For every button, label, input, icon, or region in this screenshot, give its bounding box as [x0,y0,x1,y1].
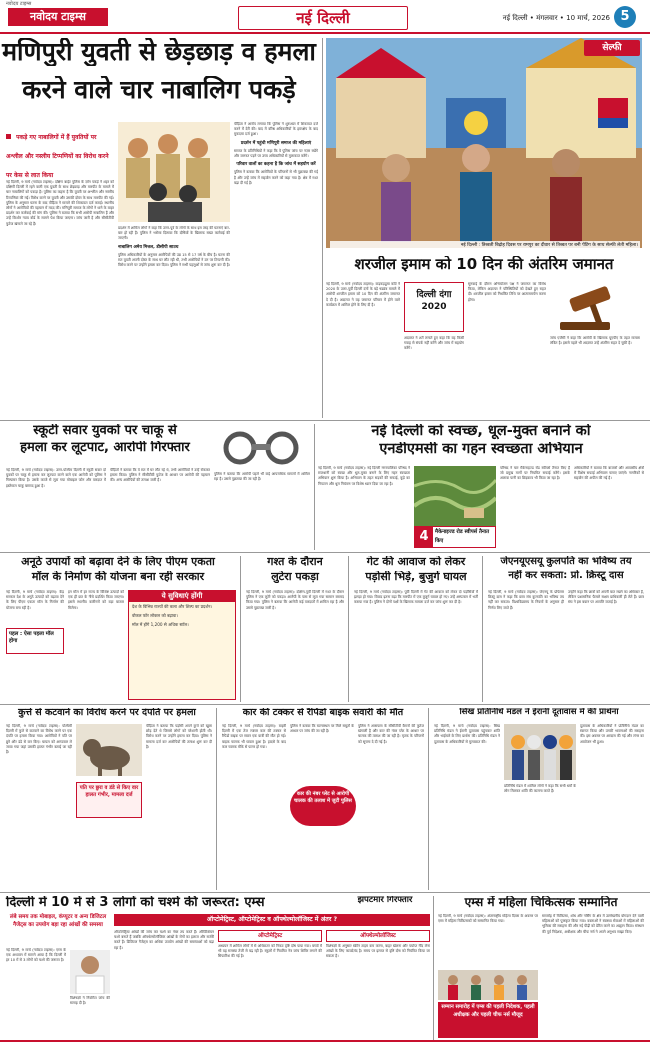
mall-col-1: नई दिल्ली, 9 मार्च (नवोदय टाइम्स): केंद्र सरकार देश के अनूठे उत्पादों को बढ़ावा देने के लिए पीएम एकता मॉल के निर्माण की योजना बना रही है। [6,590,64,610]
lead-headline-1: मणिपुरी युवती से छेड़छाड़ व हमला [2,38,316,66]
jnu-headline-1: जेएनयूएसयू कुलपति का भविष्य तय [500,556,632,567]
dog-callout-text: पति पर छुरा व डंडे से किए वार हालत गंभीर, मामला दर्ज [79,785,139,798]
eyes-badge-2 [326,930,430,942]
eyes-badge-2-text: ऑफ्थेल्मोलॉजिस्ट [360,933,396,939]
car-callout-text: कार की नंबर प्लेट से आरोपी चालक की तलाश में जुटी पुलिस [294,791,352,804]
rule-row-3 [0,704,650,705]
ndmc-garden-photo [414,466,496,526]
mall-facility-2: वोकल फॉर लोकल को बढ़ावा। [132,613,178,619]
ndmc-badge-text: मैकेनाइज्ड रोड स्वीपर्स तैनात किए [435,529,490,544]
lead-subhead: प्रदर्शन में पहुंची मणिपुरी समाज की महिलाएं [240,140,312,146]
rule-car-right [428,708,429,890]
lead-col-1: नई दिल्ली, 9 मार्च (नवोदय टाइम्स): दक्षिण बाईट पुलिस के ज़ोन पकड़े ने शहर को दक्षिणी दिल्ली में रहने वाली एक युवती के साथ छेड़छाड़ और मारपीट के मामले में चार नाबालिगों को पकड़ा है। पुलिस का कहना है कि युवती पर अश्लील और नस्लीय टिप्पणियां की गईं। विरोध करने पर युवती और उसकी दोस्त के साथ मारपीट की गई। पुलिस के अनुसार घटना के बाद पीड़िता ने मामले की शिकायत दर्ज कराई। स्थानीय लोगों ने आरोपियों की पहचान में मदद की। मणिपुरी समाज के लोगों ने थाने के बाहर प्रदर्शन कर कार्रवाई की मांग की। पुलिस ने बताया कि सभी आरोपी नाबालिग हैं और उन्हें किशोर न्याय बोर्ड के सामने पेश किया जाएगा। जांच जारी है और सीसीटीवी फुटेज खंगाले जा रहे हैं। [6,180,114,226]
car-col-2: पुलिस ने बताया कि घटनास्थल पर मिले सबूतों के आधार पर जांच की जा रही है। [290,724,354,734]
gate-col: नई दिल्ली, 9 मार्च (नवोदय टाइम्स): पूर्वी दिल्ली में गेट की आवाज को लेकर दो पड़ोसियों में झगड़ा हो गया। विवाद इतना बढ़ा कि मारपीट में एक बुजुर्ग घायल हो गए। उन्हें अस्पताल में भर्ती कराया गया है। पुलिस ने दोनों पक्षों के खिलाफ मामला दर्ज कर जांच शुरू कर दी है। [354,590,478,605]
aiims-photo [438,970,538,1000]
aiims-col-1: नई दिल्ली, 9 मार्च (नवोदय टाइम्स): अंतरराष्ट्रीय महिला दिवस के अवसर पर एम्स में महिला चिकित्सकों को सम्मानित किया गया। [438,914,538,924]
scooty-headline-2: हमला कर लूटपाट, आरोपी गिरफ्तार [20,441,190,455]
handcuffs-image [212,424,310,468]
rule-dog-right [216,708,217,890]
scooty-headline-1: स्कूटी सवार युवकों पर चाकू से [33,424,177,438]
page-city [238,6,408,30]
ndmc-headline-2: एनडीएमसी का गहन स्वच्छता अभियान [379,442,583,457]
rule-row-4 [0,892,650,893]
jnu-headline-2: नहीं कर सकता: प्रो. क्रिस्टू दास [508,570,624,581]
aiims-callout [438,1002,538,1038]
selfie-photo [326,38,642,248]
masthead-left [0,0,160,32]
doctor-portrait [70,950,110,994]
mall-side-box [6,628,64,654]
sharjeel-col-1: नई दिल्ली, 9 मार्च (नवोदय टाइम्स): कड़कड़डूमा कोर्ट ने 2020 के उत्तर-पूर्वी दिल्ली दंगों के बड़े षड्यंत्र मामले में आरोपी शरजील इमाम को 10 दिन की अंतरिम जमानत दे दी है। अदालत ने यह जमानत परिवार में होने वाले कार्यक्रम में शामिल होने के लिए दी है। [326,282,400,307]
dog-headline: कुत्ते से कटवाने का विरोध करने पर दंपति पर हमला [18,708,196,718]
ndmc-badge-number: 4 [415,527,433,547]
page-number: 5 [614,6,636,28]
sharjeel-headline: शरजील इमाम को 10 दिन की अंतरिम जमानत [354,256,614,273]
dog-callout [76,782,142,818]
eyes-side-box-text: लंबे समय तक मोबाइल, कंप्यूटर व अन्य डिजिटल गैजेट्स का उपयोग बड़ा रहा आंखों की समस्या [9,914,107,928]
ndmc-headline-1: नई दिल्ली को स्वच्छ, धूल-मुक्त बनाने को [371,424,591,439]
eyes-headline: दिल्ली में 10 में से 3 लोगों को चश्मे की जरूरत: एम्स [6,896,265,910]
rule-gate-right [482,556,483,702]
mall-headline-2: मॉल के निर्माण की योजना बना रही सरकार [31,571,205,583]
lead-bullet-text: पकड़े गए नाबालिगों में हैं युवतियों पर अश्लील और नस्लीय टिप्पणियों का विरोध करने पर केस से लात किया [6,134,109,179]
eyes-col-4: अध्ययन में शामिल लोगों में से अधिकतर को निकट दृष्टि दोष पाया गया। बच्चों में भी यह समस्या तेजी से बढ़ रही है। स्कूलों में नियमित नेत्र जांच शिविर लगाने की सिफारिश की गई है। [218,944,322,959]
mall-facilities [128,590,236,700]
aiims-women-headline: एम्स में महिला चिकित्सक सम्मानित [464,896,618,909]
sikh-col-3: दूतावास के अधिकारियों ने प्रतिनिधि मंडल का स्वागत किया और उनकी भावनाओं की सराहना की। इस अवसर पर अरदास की गई और लंगर का आयोजन भी हुआ। [580,724,644,744]
brand-logo: नवोदय टाइम्स [8,8,108,26]
sikh-headline: सिख प्रतिनिधि मंडल ने ईरानी दूतावास में की प्रार्थना [459,708,619,717]
mall-facility-3: मॉल में होंगे 1,200 से अधिक स्टॉल। [132,622,189,628]
police-illustration [118,122,230,222]
rule-eyes-right [433,896,434,1040]
car-callout [290,786,356,826]
car-col-3: पुलिस ने आसपास के सीसीटीवी कैमरों की फुटेज खंगाली है और कार की नंबर प्लेट के आधार पर चालक की तलाश की जा रही है। मृतक के परिजनों को सूचना दे दी गई है। [358,724,424,744]
gashta-headline-2: लुटेरा पकड़ा [271,571,319,583]
eyes-badge-1 [218,930,322,942]
gate-headline-1: गेट की आवाज को लेकर [366,556,466,568]
gavel-image [550,282,640,332]
sharjeel-col-2: अदालत ने शर्तें लगाते हुए कहा कि वह किसी गवाह से संपर्क नहीं करेंगे और जांच में सहयोग करेंगे। [404,336,464,351]
mall-side-box-text: पहल : ऐसा पहला मॉल होगा [9,631,54,644]
eyes-question-text: ऑप्टोमेट्रिस्ट, ऑप्टोमेट्रिस्ट व ऑफ्थेल्मोलॉजिस्ट में अंतर ? [206,916,338,923]
ndmc-col-2: परिषद ने चार मैकेनाइज्ड रोड स्वीपर्स तैनात किए हैं जो प्रमुख मार्गों पर नियमित सफाई करेंगे। इसके अलावा पानी का छिड़काव भी किया जा रहा है। [500,466,570,481]
sikh-photo [504,724,576,780]
scooty-col-2: पीड़ितों ने बताया कि वे रात में घर लौट रहे थे, तभी आरोपियों ने उन्हें रोककर हमला किया। पुलिस ने सीसीटीवी फुटेज के आधार पर आरोपी की पहचान की। अन्य आरोपियों की तलाश जारी है। [110,468,210,483]
sharjeel-box [404,282,464,332]
eyes-question-box [114,914,430,926]
lead-col-3: पीड़िता ने आरोप लगाया कि पुलिस ने शुरुआत में शिकायत दर्ज करने में देरी की। बाद में वरिष्ठ अधिकारियों के हस्तक्षेप के बाद मुकदमा दर्ज हुआ। प्रदर्शन में पहुंची मणिपुरी समाज की महिलाएं समाज के प्रतिनिधियों ने कहा कि वे पुलिस जांच पर नज़र रखेंगे और जरूरत पड़ने पर उच्च अधिकारियों से मुलाकात करेंगे। परिवार वालों का कहना है कि जांच में सहयोग करें पुलिस ने बताया कि आरोपियों के परिजनों से भी पूछताछ की गई है और उन्हें जांच में सहयोग करने को कहा गया है। क्षेत्र में गश्त बढ़ा दी गई है। [234,122,318,185]
scooty-col-1: नई दिल्ली, 9 मार्च (नवोदय टाइम्स): उत्तर-पश्चिम दिल्ली में स्कूटी सवार दो युवकों पर चाकू से हमला कर लूटपाट करने वाले एक आरोपी को पुलिस ने गिरफ्तार किया है। उसके कब्जे से लूटा गया मोबाइल फोन और वारदात में इस्तेमाल चाकू बरामद हुआ है। [6,468,106,488]
mall-headline-1: अनूठे उपायों को बढ़ावा देने के लिए पीएम एकता [21,556,215,568]
ndmc-badge [414,526,496,548]
dog-col-1: नई दिल्ली, 9 मार्च (नवोदय टाइम्स): पश्चिमी दिल्ली में कुत्ते से कटवाने का विरोध करने पर एक दंपति पर हमला किया गया। आरोपियों ने पति पर छुरे और डंडे से वार किए। घायल को अस्पताल ले जाया गया जहां उसकी हालत गंभीर बताई जा रही है। [6,724,72,755]
lead-col-2: प्रदर्शन में शामिल लोगों ने कहा कि उत्तर-पूर्व के लोगों के साथ इस तरह की घटनाएं बार-बार हो रही हैं। पुलिस ने भरोसा दिलाया कि दोषियों के खिलाफ सख्त कार्रवाई की जाएगी। नाबालिग अमेय मित्तल, डीसीपी साउथ पुलिस अधिकारियों के अनुसार आरोपियों की उम्र 15 से 17 वर्ष के बीच है। घटना की रात युवती अपनी दोस्त के साथ घर लौट रही थी, तभी आरोपियों ने उन पर टिप्पणी की। विरोध करने पर उन्होंने हमला कर दिया। पुलिस ने सभी पहलुओं से जांच शुरू कर दी है। [118,226,230,268]
sikh-col-2: प्रतिनिधि मंडल में शामिल लोगों ने कहा कि सभी धर्मों के लोग मिलकर शांति की कामना करते हैं। [504,784,576,794]
eyes-badge-1-text: ऑप्टोमेट्रिस्ट [257,933,283,939]
gashta-col: नई दिल्ली, 9 मार्च (नवोदय टाइम्स): दक्षिण-पूर्वी दिल्ली में गश्त के दौरान पुलिस ने एक लुटेरे को पकड़ा। आरोपी के पास से लूटा गया सामान बरामद किया गया। पुलिस ने बताया कि आरोपी कई वारदातों में शामिल रहा है और उससे पूछताछ जारी है। [246,590,344,610]
date-line: नई दिल्ली • मंगलवार • 10 मार्च, 2026 [502,14,610,22]
lead-bullet [6,124,114,179]
rule-lead-right [322,38,323,418]
eyes-col-3: ऑप्टोमेट्रिस्ट आंखों की जांच कर चश्मे का नंबर तय करते हैं। ऑप्टिशियन चश्मे बनाते हैं जबकि ऑफ्थेल्मोलॉजिस्ट आंखों के रोगों का इलाज और सर्जरी करते हैं। डिजिटल गैजेट्स का अधिक उपयोग आंखों की समस्याओं को बढ़ा रहा है। [114,930,214,950]
bullet-square [6,134,11,139]
sikh-col-1: नई दिल्ली, 9 मार्च (नवोदय टाइम्स): सिख प्रतिनिधि मंडल ने ईरानी दूतावास पहुंचकर शांति और भाईचारे के लिए प्रार्थना की। प्रतिनिधि मंडल ने दूतावास के अधिकारियों से मुलाकात की। [434,724,500,744]
eyes-side-box [6,914,110,946]
masthead-rule [0,32,650,34]
mall-col-2: इन मॉल में हर राज्य के विशिष्ट उत्पादों को एक ही छत के नीचे प्रदर्शित किया जाएगा। इससे स्थानीय कारीगरों को बड़ा बाजार मिलेगा। [68,590,124,610]
aiims-col-2: समारोह में चिकित्सा, शोध और नर्सिंग के क्षेत्र में उल्लेखनीय योगदान देने वाली महिलाओं को पुरस्कृत किया गया। वक्ताओं ने स्वास्थ्य सेवाओं में महिलाओं की भूमिका की सराहना की और नई पीढ़ी को प्रेरित करने का आह्वान किया। संस्थान की पूर्व निदेशक, अधीक्षक और चीफ नर्स ने अपने अनुभव साझा किए। [542,914,644,934]
rule-gashta-right [348,556,349,702]
lead-side-subhead: परिवार वालों का कहना है कि जांच में सहयोग करें [236,162,316,168]
dog-col-2: पीड़िता ने बताया कि पड़ोसी अपने कुत्ते को खुला छोड़ देते थे जिससे लोगों को परेशानी होती थी। विरोध करने पर उन्होंने हमला कर दिया। पुलिस ने मामला दर्ज कर आरोपियों की तलाश शुरू कर दी है। [146,724,212,749]
rule-scooty-right [314,424,315,550]
mall-facilities-title: ये सुविधाएं होंगी [129,591,235,602]
snatch-headline: झपटमार गिरफ्तार [357,896,413,905]
aiims-callout-text: सम्मान समारोह में एम्स की पहली निदेशक, पहली अधीक्षक और पहली चीफ नर्स मौजूद [441,1004,535,1018]
selfie-caption: नई दिल्ली : तिब्बती बिद्रोह दिवस पर रामपुर का दीवार से तिब्बत पर बनी पेंटिंग के साथ सेल्फी लेती महिला। [330,241,640,249]
jnu-col-1: नई दिल्ली, 9 मार्च (नवोदय टाइम्स): जेएनयू के प्रोफेसर क्रिस्टू दास ने कहा कि छात्र संघ कुलपति का भविष्य तय नहीं कर सकता। विश्वविद्यालय के नियमों के अनुसार ही निर्णय लिए जाते हैं। [488,590,564,610]
jnu-col-2: उन्होंने कहा कि छात्रों को अपनी बात रखने का अधिकार है, लेकिन प्रशासनिक फैसले सक्षम प्राधिकारी ही लेते हैं। छात्र संघ ने इस बयान पर आपत्ति जताई है। [568,590,644,605]
car-col-1: नई दिल्ली, 9 मार्च (नवोदय टाइम्स): बाहरी दिल्ली में एक तेज रफ्तार कार की टक्कर से रैपिडो बाइक पर सवार एक यात्री की मौत हो गई। बाइक चालक भी घायल हुआ है। हादसे के बाद कार चालक मौके से फरार हो गया। [222,724,286,749]
ndmc-col-3: अधिकारियों ने बताया कि बाजारों और आवासीय क्षेत्रों में विशेष सफाई अभियान चलाए जाएंगे। नागरिकों से सहयोग की अपील की गई है। [574,466,644,481]
eyes-col-2: विशेषज्ञों ने नियमित जांच की सलाह दी है। [70,996,110,1006]
lead-headline-2: करने वाले चार नाबालिग पकड़े [22,76,296,104]
eyes-col-1: नई दिल्ली, 9 मार्च (नवोदय टाइम्स): एम्स के एक अध्ययन में सामने आया है कि दिल्ली में हर 10 में से 3 लोगों को चश्मे की जरूरत है। [6,948,66,963]
eyes-col-5: विशेषज्ञों के अनुसार स्क्रीन टाइम कम करना, बाहर खेलना और पर्याप्त नींद लेना आंखों के लिए फायदेमंद है। समय पर इलाज से दृष्टि दोष को नियंत्रित किया जा सकता है। [326,944,430,959]
gashta-headline-1: गश्त के दौरान [267,556,323,568]
small-brand: नवोदय टाइम्स [6,1,32,7]
car-headline: कार की टक्कर से रैपिडो बाइक सवारी की मौत [242,708,404,718]
sharjeel-col-3: सुनवाई के दौरान अभियोजन पक्ष ने जमानत का विरोध किया, लेकिन अदालत ने परिस्थितियों को देखते हुए राहत दी। शरजील इमाम को निर्धारित तिथि पर आत्मसमर्पण करना होगा। [468,282,546,302]
selfie-label: सेल्फी [584,40,640,56]
rule-mall-right [240,556,241,702]
scooty-col-3: पुलिस ने बताया कि आरोपी पहले भी कई आपराधिक मामलों में शामिल रहा है। उससे पूछताछ की जा रही है। [214,472,310,482]
sharjeel-col-4: जांच एजेंसी ने कहा कि आरोपी के खिलाफ यूएपीए के तहत मामला लंबित है। इससे पहले भी अदालत उन्हें अंतरिम राहत दे चुकी है। [550,336,640,346]
footer-rule [0,1040,650,1042]
city-label: नई दिल्ली [296,9,350,27]
lead-quote-author: नाबालिग अमेय मित्तल, डीसीपी साउथ [118,244,179,250]
rule-row-2 [0,552,650,553]
sharjeel-box-label: दिल्ली दंगा 2020 [416,290,452,312]
ndmc-col-1: नई दिल्ली, 9 मार्च (नवोदय टाइम्स): नई दिल्ली नगरपालिका परिषद ने राजधानी को स्वच्छ और धूल-मुक्त बनाने के लिए गहन स्वच्छता अभियान शुरू किया है। अभियान के तहत सड़कों की सफाई, कूड़े का निपटान और धूल नियंत्रण पर विशेष ध्यान दिया जा रहा है। [318,466,410,486]
mall-facility-1: देश के विभिन्न राज्यों की कला और शिल्प का प्रदर्शन। [132,604,213,609]
gate-headline-2: पड़ोसी भिड़े, बुजुर्ग घायल [365,571,467,583]
dog-photo [76,724,142,776]
rule-row-1 [0,420,650,421]
